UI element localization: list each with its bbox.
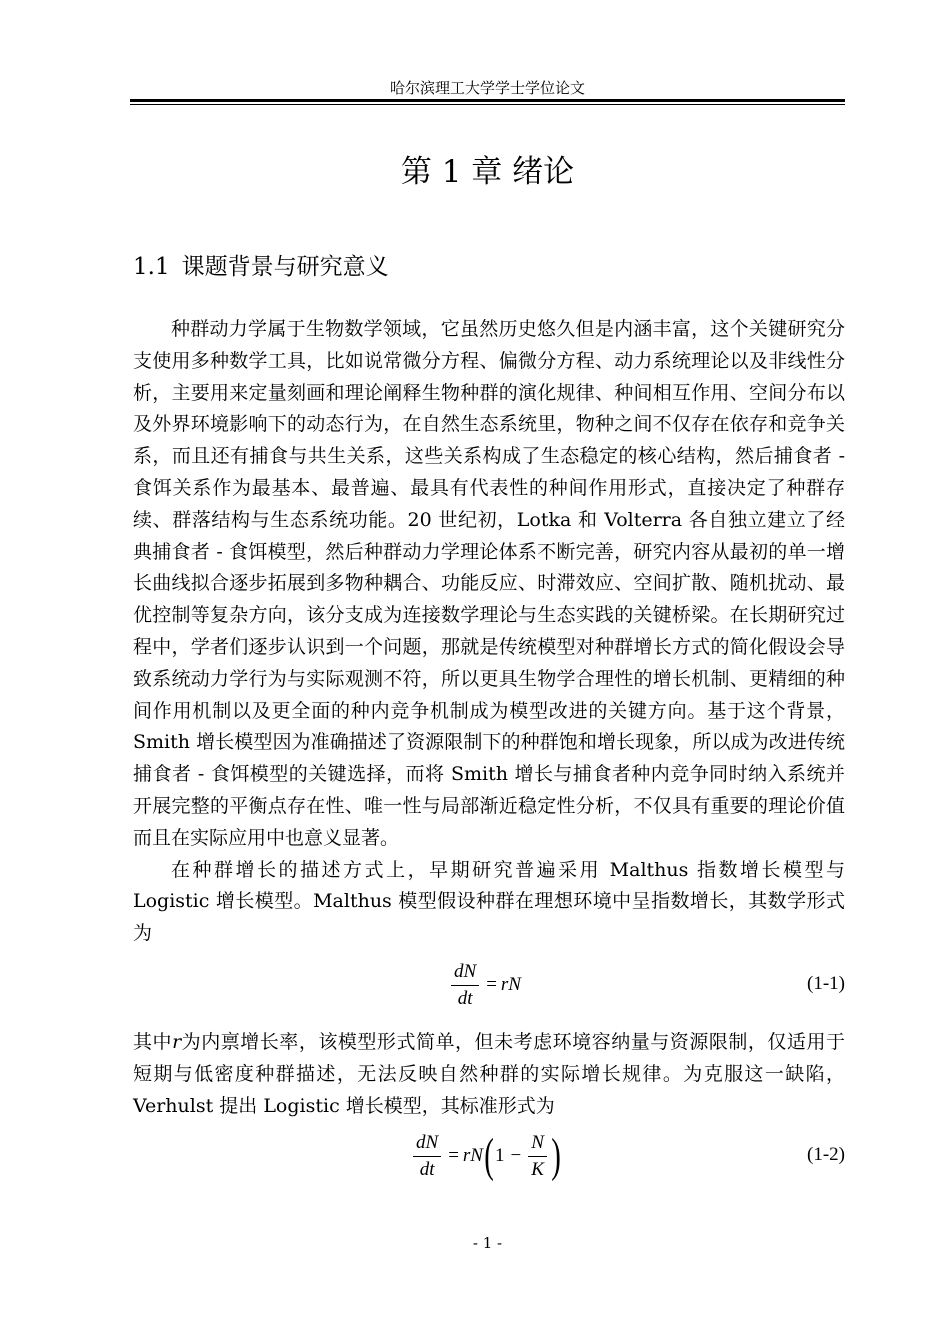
variable-r: r	[172, 1031, 182, 1053]
body-text-block	[133, 314, 845, 950]
running-header: 哈尔滨理工大学学士学位论文	[389, 79, 585, 97]
section-number: 1.1	[133, 254, 170, 280]
equation-1-1	[130, 955, 845, 1015]
right-parenthesis: )	[551, 1129, 561, 1182]
equation-1-1-formula	[448, 955, 521, 1015]
section-heading	[133, 250, 389, 284]
fraction-n-k	[528, 1132, 547, 1181]
section-title: 课题背景与研究意义	[181, 254, 389, 280]
fraction-numerator: N	[528, 1132, 547, 1157]
paragraph-1: 种群动力学属于生物数学领域，它虽然历史悠久但是内涵丰富，这个关键研究分支使用多种数学工具，比如说常微分方程、偏微分方程、动力系统理论以及非线性分析，主要用来定量刻画和理论阐释生物种群的演化规律、种间相互作用、空间分布以及外界环境影响下的动态行为，在自然生态系统里，物种之间不仅存在依存和竞争关系，而且还有捕食与共生关系，这些关系构成了生态稳定的核心结构，然后捕食者 - 食饵关系作为最基本、最普遍、最具有代表性的种间作用形式，直接决定了种群存续、群落结构与生态系统功能。20 世纪初，Lotka 和 Volterra 各自独立建立了经典捕食者 - 食饵模型，然后种群动力学理论体系不断完善，研究内容从最初的单一增长曲线拟合逐步拓展到多物种耦合、功能反应、时滞效应、空间扩散、随机扰动、最优控制等复杂方向，该分支成为连接数学理论与生态实践的关键桥梁。在长期研究过程中，学者们逐步认识到一个问题，那就是传统模型对种群增长方式的简化假设会导致系统动力学行为与实际观测不符，所以更具生物学合理性的增长机制、更精细的种间作用机制以及更全面的种内竞争机制成为模型改进的关键方向。基于这个背景，Smith 增长模型因为准确描述了资源限制下的种群饱和增长现象，所以成为改进传统捕食者 - 食饵模型的关键选择，而将 Smith 增长与捕食者种内竞争同时纳入系统并开展完整的平衡点存在性、唯一性与局部渐近稳定性分析，不仅具有重要的理论价值而且在实际应用中也意义显著。	[133, 318, 845, 849]
equation-1-2	[130, 1126, 845, 1186]
equation-rhs: rN	[500, 974, 521, 995]
minus-sign: −	[510, 1145, 522, 1166]
header-rule-thick	[130, 99, 845, 102]
left-parenthesis: (	[484, 1129, 494, 1182]
equals-sign: =	[448, 1145, 459, 1166]
fraction-numerator: dN	[451, 961, 479, 986]
paragraph-2: 在种群增长的描述方式上，早期研究普遍采用 Malthus 指数增长模型与 Logistic 增长模型。Malthus 模型假设种群在理想环境中呈指数增长，其数学形式为	[133, 858, 845, 945]
equation-number: (1-2)	[807, 1144, 845, 1165]
paragraph-3-prefix: 其中	[133, 1031, 173, 1053]
equation-number: (1-1)	[807, 973, 845, 994]
chapter-title: 第 1 章 绪论	[400, 154, 575, 190]
paragraph-3	[133, 1027, 845, 1122]
fraction-dn-dt	[413, 1132, 441, 1181]
equation-1-2-formula	[410, 1126, 562, 1186]
paragraph-3-text: 为内禀增长率，该模型形式简单，但未考虑环境容纳量与资源限制，仅适用于短期与低密度种群描述，无法反映自然种群的实际增长规律。为克服这一缺陷，Verhulst 提出 Logistic 增长模型，其标准形式为	[133, 1031, 845, 1117]
fraction-dn-dt	[451, 961, 479, 1010]
equals-sign: =	[486, 974, 497, 995]
fraction-denominator: K	[531, 1158, 544, 1180]
fraction-denominator: dt	[419, 1158, 435, 1180]
fraction-denominator: dt	[457, 987, 473, 1009]
constant-one: 1	[494, 1145, 505, 1166]
fraction-numerator: dN	[413, 1132, 441, 1157]
body-text-block-2	[133, 1027, 845, 1122]
equation-rhs: rN	[462, 1145, 483, 1166]
page-number: - 1 -	[472, 1234, 503, 1252]
header-rule-thin	[130, 104, 845, 105]
